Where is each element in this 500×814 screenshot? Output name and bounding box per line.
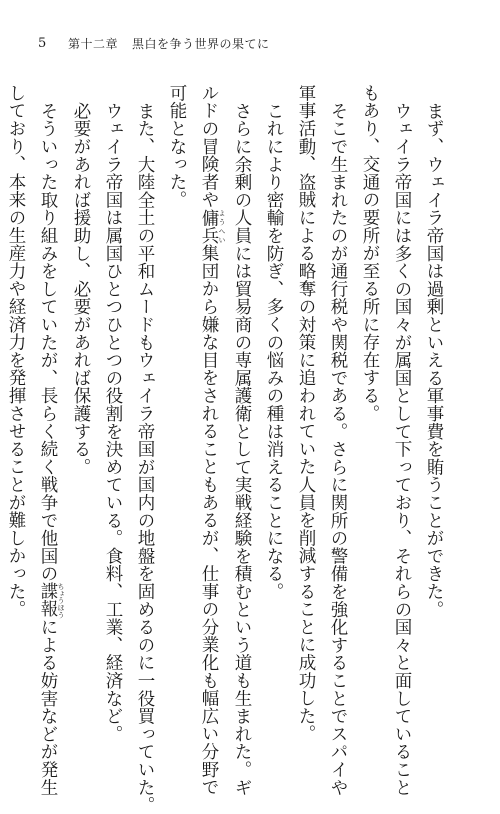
text-line: 必要があれば援助し、必要があれば保護する。: [71, 101, 91, 476]
chapter-title: 黒白を争う世界の果てに: [132, 36, 270, 51]
text-line: そういった取り組みをしていたが、長らく続く戦争で他国の諜報 ちょうほうによる妨害などが発生: [38, 101, 65, 796]
text-line: もあり、交通の要所が至る所に存在する。: [360, 84, 380, 423]
ruby-annotation: 傭兵 ようへい: [199, 208, 226, 245]
text-line: ウェイラ帝国は属国ひとつひとつの役割を決めている。食料、工業、経済など。: [103, 101, 123, 743]
text-line: 軍事活動、盗賊による略奪の対策に追われていた人員を削減することに成功した。: [296, 84, 316, 743]
text-line: ウェイラ帝国には多くの国々が属国として下っており、それらの国々と面していること: [392, 101, 412, 796]
chapter-label: 第十二章: [68, 36, 119, 51]
running-head: [38, 34, 270, 52]
text-line: しており、本来の生産力や経済力を発揮させることが難しかった。: [6, 84, 26, 618]
text-line: ルドの冒険者や傭兵 ようへい集団から嫌な目をされることもあるが、仕事の分業化も幅広い分野で: [199, 84, 226, 797]
text-line: 可能となった。: [167, 84, 187, 209]
ruby-annotation: 諜報 ちょうほう: [38, 582, 65, 618]
text-line: そこで生まれたのが通行税や関税である。さらに関所の警備を強化することでスパイや: [328, 101, 348, 796]
text-line: また、大陸全土の平和ムードもウェイラ帝国が国内の地盤を固めるのに一役買っていた。: [135, 101, 155, 814]
body-text: [0, 84, 450, 814]
page-number: 5: [38, 35, 47, 51]
text-line: さらに余剰の人員には貿易商の専属護衛として実戦経験を積むという道も生まれた。ギ: [232, 101, 252, 796]
text-line: まず、ウェイラ帝国は過剰といえる軍事費を賄うことができた。: [424, 101, 444, 618]
text-line: これにより密輸を防ぎ、多くの悩みの種は消えることになる。: [264, 101, 284, 600]
